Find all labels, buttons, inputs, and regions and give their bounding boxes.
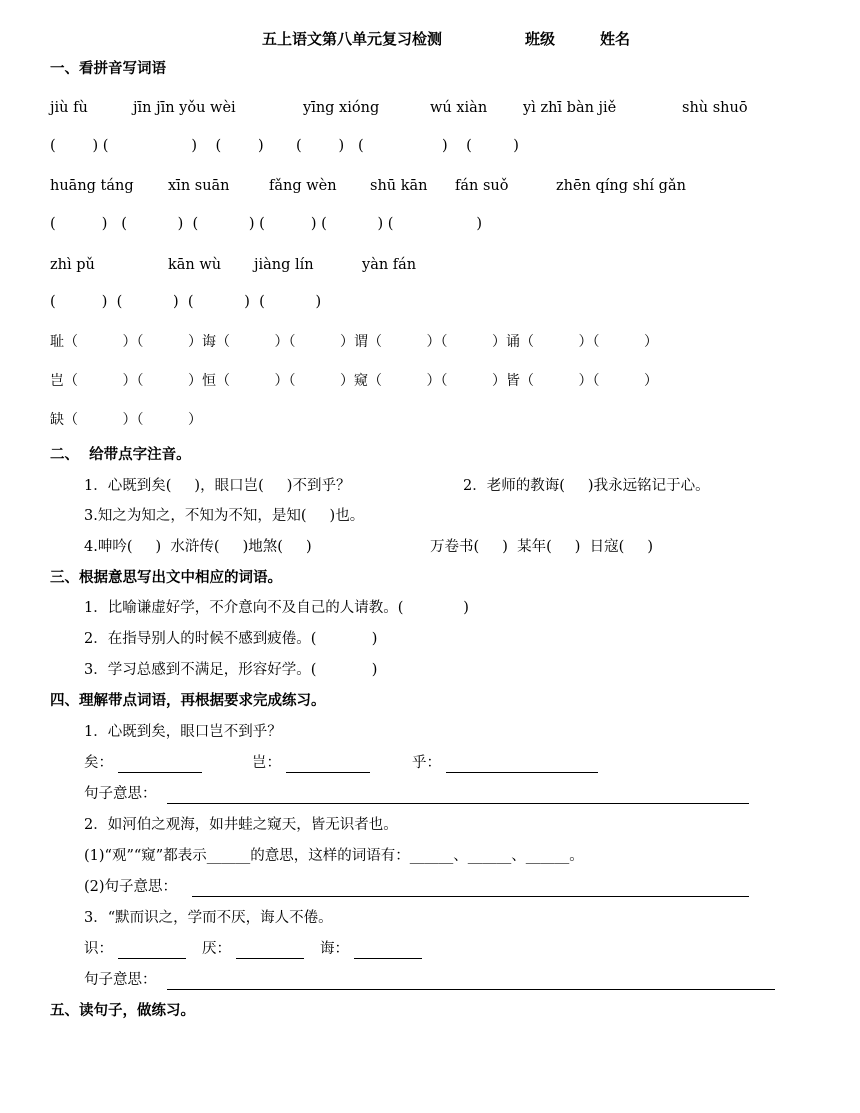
answer-line[interactable] — [286, 772, 370, 773]
question-line: 1．心既到矣( )，眼口岂( )不到乎？ — [84, 478, 351, 494]
name-label: 姓名 — [600, 30, 631, 48]
word-label: 矣： — [84, 755, 113, 771]
answer-blanks[interactable]: ( ) ( ) ( ) ( ) ( ) ( ) — [50, 138, 519, 154]
section-4-heading: 四、理解带点词语，再根据要求完成练习。 — [50, 693, 326, 709]
meaning-label: (2)句子意思： — [84, 879, 178, 895]
pinyin: jiàng lín — [254, 257, 314, 273]
answer-line[interactable] — [446, 772, 598, 773]
answer-line[interactable] — [192, 896, 749, 897]
answer-line[interactable] — [118, 958, 186, 959]
section-1-heading: 一、看拼音写词语 — [50, 61, 166, 77]
pinyin: jīn jīn yǒu wèi — [133, 100, 236, 116]
pinyin: yì zhī bàn jiě — [523, 100, 617, 116]
answer-blanks[interactable]: ( ) ( ) ( ) ( ) — [50, 294, 322, 310]
pinyin: xīn suān — [168, 178, 230, 194]
pinyin: shū kān — [370, 178, 428, 194]
meaning-label: 句子意思： — [84, 786, 157, 802]
answer-line[interactable] — [118, 772, 202, 773]
pinyin: huāng táng — [50, 178, 134, 194]
section-5-heading: 五、读句子，做练习。 — [50, 1003, 195, 1019]
question-line: 3．学习总感到不满足，形容好学。( ) — [84, 662, 378, 678]
word-label: 诲： — [320, 941, 349, 957]
answer-line[interactable] — [354, 958, 422, 959]
pinyin: fǎng wèn — [269, 178, 337, 194]
question-line: 3．“默而识之，学而不厌，诲人不倦。 — [84, 910, 333, 926]
pinyin: zhēn qíng shí gǎn — [556, 178, 686, 194]
answer-line[interactable] — [236, 958, 304, 959]
class-label: 班级 — [525, 30, 556, 48]
answer-blanks[interactable]: ( ) ( ) ( ) ( ) ( ) ( ) — [50, 216, 483, 232]
question-line: 3.知之为知之，不知为不知，是知( )也。 — [84, 508, 365, 524]
character-row[interactable]: 缺（ ）（ ） — [50, 412, 203, 428]
question-line: 2．如河伯之观海，如井蛙之窥天，皆无识者也。 — [84, 817, 398, 833]
question-line: 1．心既到矣，眼口岂不到乎？ — [84, 724, 282, 740]
pinyin: yàn fán — [362, 257, 417, 273]
section-2-heading: 二、 给带点字注音。 — [50, 447, 191, 463]
question-line[interactable]: (1)“观”“窥”都表示______的意思，这样的词语有：______、______、______。 — [84, 848, 584, 864]
pinyin: wú xiàn — [430, 100, 488, 116]
pinyin: yīng xióng — [303, 100, 380, 116]
word-label: 厌： — [202, 941, 231, 957]
question-line: 万卷书( ) 某年( ) 日寇( ) — [430, 539, 654, 555]
word-label: 岂： — [252, 755, 281, 771]
answer-line[interactable] — [167, 989, 775, 990]
meaning-label: 句子意思： — [84, 972, 157, 988]
pinyin: zhì pǔ — [50, 257, 95, 273]
character-row[interactable]: 岂（ ）（ ）恒（ ）（ ）窥（ ）（ ）皆（ ）（ ） — [50, 373, 659, 389]
pinyin: shù shuō — [682, 100, 748, 116]
pinyin: jiù fù — [50, 100, 88, 116]
pinyin: kān wù — [168, 257, 222, 273]
pinyin: fán suǒ — [455, 178, 509, 194]
section-3-heading: 三、根据意思写出文中相应的词语。 — [50, 570, 282, 586]
page-title: 五上语文第八单元复习检测 — [262, 30, 443, 48]
question-line: 4.呻吟( ) 水浒传( )地煞( ) — [84, 539, 312, 555]
question-line: 2．老师的教诲( )我永远铭记于心。 — [463, 478, 710, 494]
answer-line[interactable] — [167, 803, 749, 804]
question-line: 1．比喻谦虚好学，不介意向不及自己的人请教。( ) — [84, 600, 469, 616]
word-label: 乎： — [412, 755, 441, 771]
question-line: 2．在指导别人的时候不感到疲倦。( ) — [84, 631, 378, 647]
word-label: 识： — [84, 941, 113, 957]
character-row[interactable]: 耻（ ）（ ）诲（ ）（ ）谓（ ）（ ）诵（ ）（ ） — [50, 334, 659, 350]
